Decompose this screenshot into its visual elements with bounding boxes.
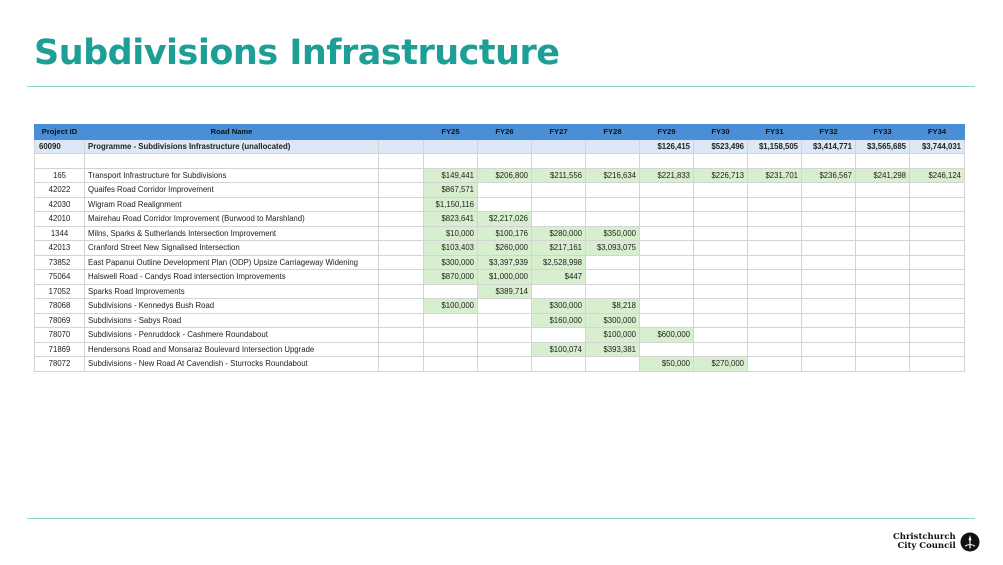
header-fy26: FY26 bbox=[478, 125, 532, 140]
fy-value-cell: $3,397,939 bbox=[478, 255, 532, 270]
road-name-cell: Mairehau Road Corridor Improvement (Burwood to Marshland) bbox=[85, 212, 379, 227]
fy-value-cell bbox=[532, 328, 586, 343]
fy-value-cell bbox=[910, 255, 965, 270]
road-name-cell: Quaifes Road Corridor Improvement bbox=[85, 183, 379, 198]
fy-value-cell bbox=[856, 197, 910, 212]
header-fy32: FY32 bbox=[802, 125, 856, 140]
header-fy30: FY30 bbox=[694, 125, 748, 140]
fy-value-cell: $870,000 bbox=[424, 270, 478, 285]
fy-value-cell bbox=[424, 342, 478, 357]
fy-value-cell bbox=[802, 241, 856, 256]
fy-value-cell bbox=[640, 226, 694, 241]
fy-value-cell bbox=[910, 226, 965, 241]
fy-value-cell bbox=[532, 197, 586, 212]
fy-value-cell bbox=[424, 139, 478, 154]
logo-line-1: Christchurch bbox=[893, 531, 956, 542]
fy-value-cell bbox=[694, 226, 748, 241]
footer-divider bbox=[27, 518, 975, 519]
fy-value-cell: $246,124 bbox=[910, 168, 965, 183]
fy-value-cell bbox=[802, 212, 856, 227]
fy-value-cell: $206,800 bbox=[478, 168, 532, 183]
fy-value-cell: $280,000 bbox=[532, 226, 586, 241]
fy-value-cell: $2,528,998 bbox=[532, 255, 586, 270]
road-name-cell: Cranford Street New Signalised Intersection bbox=[85, 241, 379, 256]
fy-value-cell: $50,000 bbox=[640, 357, 694, 372]
fy-value-cell: $8,218 bbox=[586, 299, 640, 314]
fy-value-cell: $100,000 bbox=[586, 328, 640, 343]
fy-value-cell bbox=[640, 212, 694, 227]
table-row bbox=[35, 328, 965, 343]
fy-value-cell bbox=[910, 328, 965, 343]
table-body bbox=[35, 139, 965, 371]
blank-cell bbox=[379, 255, 424, 270]
fy-value-cell bbox=[748, 284, 802, 299]
fy-value-cell bbox=[694, 241, 748, 256]
fy-value-cell bbox=[748, 226, 802, 241]
road-name-cell: Wigram Road Realignment bbox=[85, 197, 379, 212]
blank-cell bbox=[379, 226, 424, 241]
header-fy31: FY31 bbox=[748, 125, 802, 140]
fy-value-cell: $523,496 bbox=[694, 139, 748, 154]
fy-value-cell: $447 bbox=[532, 270, 586, 285]
project-id-cell: 42030 bbox=[35, 197, 85, 212]
empty-cell bbox=[532, 154, 586, 169]
fy-value-cell bbox=[694, 197, 748, 212]
blank-cell bbox=[379, 183, 424, 198]
project-id-cell: 1344 bbox=[35, 226, 85, 241]
blank-cell bbox=[379, 212, 424, 227]
road-name-cell: Transport Infrastructure for Subdivisions bbox=[85, 168, 379, 183]
fy-value-cell bbox=[694, 270, 748, 285]
project-id-cell: 73852 bbox=[35, 255, 85, 270]
blank-cell bbox=[379, 241, 424, 256]
fy-value-cell: $160,000 bbox=[532, 313, 586, 328]
fy-value-cell bbox=[586, 357, 640, 372]
fy-value-cell: $300,000 bbox=[532, 299, 586, 314]
fy-value-cell: $226,713 bbox=[694, 168, 748, 183]
table-row bbox=[35, 284, 965, 299]
fy-value-cell bbox=[532, 284, 586, 299]
fy-value-cell: $600,000 bbox=[640, 328, 694, 343]
programme-row bbox=[35, 139, 965, 154]
header-fy33: FY33 bbox=[856, 125, 910, 140]
empty-cell bbox=[586, 154, 640, 169]
header-fy25: FY25 bbox=[424, 125, 478, 140]
fy-value-cell bbox=[478, 313, 532, 328]
fy-value-cell bbox=[802, 357, 856, 372]
header-fy27: FY27 bbox=[532, 125, 586, 140]
fy-value-cell: $211,556 bbox=[532, 168, 586, 183]
fy-value-cell bbox=[694, 212, 748, 227]
blank-cell bbox=[379, 357, 424, 372]
road-name-cell: Hendersons Road and Monsaraz Boulevard Intersection Upgrade bbox=[85, 342, 379, 357]
project-id-cell: 165 bbox=[35, 168, 85, 183]
fy-value-cell bbox=[586, 197, 640, 212]
empty-cell bbox=[379, 154, 424, 169]
fy-value-cell bbox=[802, 284, 856, 299]
fy-value-cell bbox=[856, 313, 910, 328]
fy-value-cell bbox=[856, 284, 910, 299]
table-header-row bbox=[35, 125, 965, 140]
empty-cell bbox=[856, 154, 910, 169]
fy-value-cell bbox=[856, 357, 910, 372]
fy-value-cell bbox=[640, 299, 694, 314]
fy-value-cell: $300,000 bbox=[424, 255, 478, 270]
fy-value-cell: $217,161 bbox=[532, 241, 586, 256]
empty-cell bbox=[748, 154, 802, 169]
project-id-cell: 78069 bbox=[35, 313, 85, 328]
spacer-row bbox=[35, 154, 965, 169]
fy-value-cell bbox=[802, 183, 856, 198]
fy-value-cell bbox=[802, 342, 856, 357]
fy-value-cell bbox=[694, 255, 748, 270]
fy-value-cell: $3,093,075 bbox=[586, 241, 640, 256]
table-row bbox=[35, 313, 965, 328]
fy-value-cell bbox=[694, 299, 748, 314]
table-row bbox=[35, 212, 965, 227]
table-row bbox=[35, 168, 965, 183]
fy-value-cell: $126,415 bbox=[640, 139, 694, 154]
fy-value-cell bbox=[478, 139, 532, 154]
fy-value-cell bbox=[910, 342, 965, 357]
fy-value-cell bbox=[640, 284, 694, 299]
fy-value-cell bbox=[910, 241, 965, 256]
fy-value-cell bbox=[586, 255, 640, 270]
empty-cell bbox=[910, 154, 965, 169]
empty-cell bbox=[694, 154, 748, 169]
fy-value-cell bbox=[748, 255, 802, 270]
fy-value-cell: $393,381 bbox=[586, 342, 640, 357]
fy-value-cell: $260,000 bbox=[478, 241, 532, 256]
fy-value-cell bbox=[802, 197, 856, 212]
fy-value-cell: $3,744,031 bbox=[910, 139, 965, 154]
fy-value-cell: $270,000 bbox=[694, 357, 748, 372]
fy-value-cell: $221,833 bbox=[640, 168, 694, 183]
fy-value-cell bbox=[532, 183, 586, 198]
blank-cell bbox=[379, 197, 424, 212]
table-row bbox=[35, 197, 965, 212]
header-blank bbox=[379, 125, 424, 140]
fy-value-cell: $823,641 bbox=[424, 212, 478, 227]
fy-value-cell bbox=[802, 226, 856, 241]
project-id-cell: 42022 bbox=[35, 183, 85, 198]
fy-value-cell: $3,414,771 bbox=[802, 139, 856, 154]
road-name-cell: Halswell Road - Candys Road intersection Improvements bbox=[85, 270, 379, 285]
fy-value-cell bbox=[856, 183, 910, 198]
fy-value-cell: $867,571 bbox=[424, 183, 478, 198]
table-row bbox=[35, 241, 965, 256]
fy-value-cell bbox=[910, 212, 965, 227]
empty-cell bbox=[640, 154, 694, 169]
fy-value-cell bbox=[424, 284, 478, 299]
fy-value-cell bbox=[856, 342, 910, 357]
council-emblem-icon bbox=[960, 532, 980, 552]
fy-value-cell: $300,000 bbox=[586, 313, 640, 328]
fy-value-cell bbox=[586, 139, 640, 154]
fy-value-cell bbox=[748, 357, 802, 372]
fy-value-cell bbox=[586, 183, 640, 198]
table-row bbox=[35, 357, 965, 372]
blank-cell bbox=[379, 342, 424, 357]
fy-value-cell bbox=[856, 270, 910, 285]
fy-value-cell: $231,701 bbox=[748, 168, 802, 183]
project-id-cell: 17052 bbox=[35, 284, 85, 299]
fy-value-cell bbox=[640, 241, 694, 256]
fy-value-cell: $100,000 bbox=[424, 299, 478, 314]
header-road-name: Road Name bbox=[85, 125, 379, 140]
funding-table bbox=[34, 124, 965, 372]
fy-value-cell: $389,714 bbox=[478, 284, 532, 299]
project-id-cell: 42010 bbox=[35, 212, 85, 227]
fy-value-cell bbox=[910, 270, 965, 285]
project-id-cell: 75064 bbox=[35, 270, 85, 285]
fy-value-cell bbox=[802, 299, 856, 314]
table-row bbox=[35, 270, 965, 285]
fy-value-cell bbox=[856, 299, 910, 314]
table-row bbox=[35, 183, 965, 198]
fy-value-cell: $100,176 bbox=[478, 226, 532, 241]
fy-value-cell bbox=[856, 328, 910, 343]
fy-value-cell bbox=[856, 226, 910, 241]
fy-value-cell bbox=[478, 183, 532, 198]
logo-line-2: City Council bbox=[897, 541, 956, 551]
fy-value-cell: $149,441 bbox=[424, 168, 478, 183]
table-row bbox=[35, 299, 965, 314]
fy-value-cell bbox=[532, 357, 586, 372]
header-fy34: FY34 bbox=[910, 125, 965, 140]
fy-value-cell: $1,158,505 bbox=[748, 139, 802, 154]
fy-value-cell bbox=[856, 241, 910, 256]
header-fy29: FY29 bbox=[640, 125, 694, 140]
fy-value-cell bbox=[802, 270, 856, 285]
header-project-id: Project ID bbox=[35, 125, 85, 140]
fy-value-cell bbox=[478, 328, 532, 343]
road-name-cell: Subdivisions - Kennedys Bush Road bbox=[85, 299, 379, 314]
project-id-cell: 78068 bbox=[35, 299, 85, 314]
fy-value-cell bbox=[478, 342, 532, 357]
fy-value-cell bbox=[748, 313, 802, 328]
project-id-cell: 60090 bbox=[35, 139, 85, 154]
fy-value-cell bbox=[640, 183, 694, 198]
fy-value-cell: $3,565,685 bbox=[856, 139, 910, 154]
blank-cell bbox=[379, 328, 424, 343]
fy-value-cell bbox=[910, 284, 965, 299]
fy-value-cell bbox=[748, 183, 802, 198]
fy-value-cell bbox=[694, 342, 748, 357]
road-name-cell: Sparks Road Improvements bbox=[85, 284, 379, 299]
fy-value-cell bbox=[532, 139, 586, 154]
fy-value-cell bbox=[532, 212, 586, 227]
fy-value-cell bbox=[910, 357, 965, 372]
council-logo bbox=[893, 532, 980, 552]
page-title: Subdivisions Infrastructure bbox=[34, 33, 560, 73]
fy-value-cell bbox=[856, 212, 910, 227]
empty-cell bbox=[802, 154, 856, 169]
header-fy28: FY28 bbox=[586, 125, 640, 140]
fy-value-cell bbox=[640, 270, 694, 285]
fy-value-cell bbox=[694, 313, 748, 328]
fy-value-cell bbox=[910, 197, 965, 212]
fy-value-cell bbox=[424, 357, 478, 372]
table-row bbox=[35, 342, 965, 357]
fy-value-cell bbox=[424, 313, 478, 328]
project-id-cell: 71869 bbox=[35, 342, 85, 357]
fy-value-cell bbox=[586, 270, 640, 285]
fy-value-cell bbox=[478, 299, 532, 314]
blank-cell bbox=[379, 284, 424, 299]
fy-value-cell bbox=[802, 313, 856, 328]
blank-cell bbox=[379, 139, 424, 154]
blank-cell bbox=[379, 313, 424, 328]
title-divider bbox=[27, 86, 975, 87]
fy-value-cell bbox=[748, 197, 802, 212]
fy-value-cell: $216,634 bbox=[586, 168, 640, 183]
fy-value-cell bbox=[424, 328, 478, 343]
empty-cell bbox=[424, 154, 478, 169]
fy-value-cell: $100,074 bbox=[532, 342, 586, 357]
fy-value-cell bbox=[640, 197, 694, 212]
fy-value-cell bbox=[640, 313, 694, 328]
fy-value-cell bbox=[748, 241, 802, 256]
fy-value-cell bbox=[586, 284, 640, 299]
fy-value-cell bbox=[748, 299, 802, 314]
logo-wordmark bbox=[893, 533, 956, 552]
fy-value-cell bbox=[802, 328, 856, 343]
road-name-cell: Programme - Subdivisions Infrastructure (unallocated) bbox=[85, 139, 379, 154]
fy-value-cell: $1,150,116 bbox=[424, 197, 478, 212]
blank-cell bbox=[379, 299, 424, 314]
fy-value-cell bbox=[910, 313, 965, 328]
fy-value-cell bbox=[694, 284, 748, 299]
fy-value-cell: $103,403 bbox=[424, 241, 478, 256]
fy-value-cell bbox=[640, 255, 694, 270]
fy-value-cell bbox=[910, 299, 965, 314]
project-id-cell: 78072 bbox=[35, 357, 85, 372]
empty-cell bbox=[35, 154, 85, 169]
project-id-cell: 42013 bbox=[35, 241, 85, 256]
empty-cell bbox=[478, 154, 532, 169]
road-name-cell: Subdivisions - Penruddock - Cashmere Roundabout bbox=[85, 328, 379, 343]
fy-value-cell bbox=[694, 183, 748, 198]
fy-value-cell bbox=[748, 212, 802, 227]
fy-value-cell: $1,000,000 bbox=[478, 270, 532, 285]
fy-value-cell bbox=[910, 183, 965, 198]
road-name-cell: Milns, Sparks & Sutherlands Intersection Improvement bbox=[85, 226, 379, 241]
fy-value-cell bbox=[694, 328, 748, 343]
road-name-cell: Subdivisions - Sabys Road bbox=[85, 313, 379, 328]
fy-value-cell bbox=[478, 357, 532, 372]
table-row bbox=[35, 255, 965, 270]
road-name-cell: East Papanui Outline Development Plan (ODP) Upsize Carriageway Widening bbox=[85, 255, 379, 270]
fy-value-cell: $236,567 bbox=[802, 168, 856, 183]
empty-cell bbox=[85, 154, 379, 169]
fy-value-cell bbox=[748, 270, 802, 285]
fy-value-cell: $10,000 bbox=[424, 226, 478, 241]
fy-value-cell bbox=[856, 255, 910, 270]
fy-value-cell bbox=[748, 342, 802, 357]
fy-value-cell bbox=[586, 212, 640, 227]
fy-value-cell bbox=[802, 255, 856, 270]
table-row bbox=[35, 226, 965, 241]
fy-value-cell bbox=[748, 328, 802, 343]
fy-value-cell bbox=[478, 197, 532, 212]
project-id-cell: 78070 bbox=[35, 328, 85, 343]
blank-cell bbox=[379, 168, 424, 183]
road-name-cell: Subdivisions - New Road At Cavendish - Sturrocks Roundabout bbox=[85, 357, 379, 372]
fy-value-cell: $350,000 bbox=[586, 226, 640, 241]
fy-value-cell: $2,217,026 bbox=[478, 212, 532, 227]
blank-cell bbox=[379, 270, 424, 285]
fy-value-cell: $241,298 bbox=[856, 168, 910, 183]
fy-value-cell bbox=[640, 342, 694, 357]
